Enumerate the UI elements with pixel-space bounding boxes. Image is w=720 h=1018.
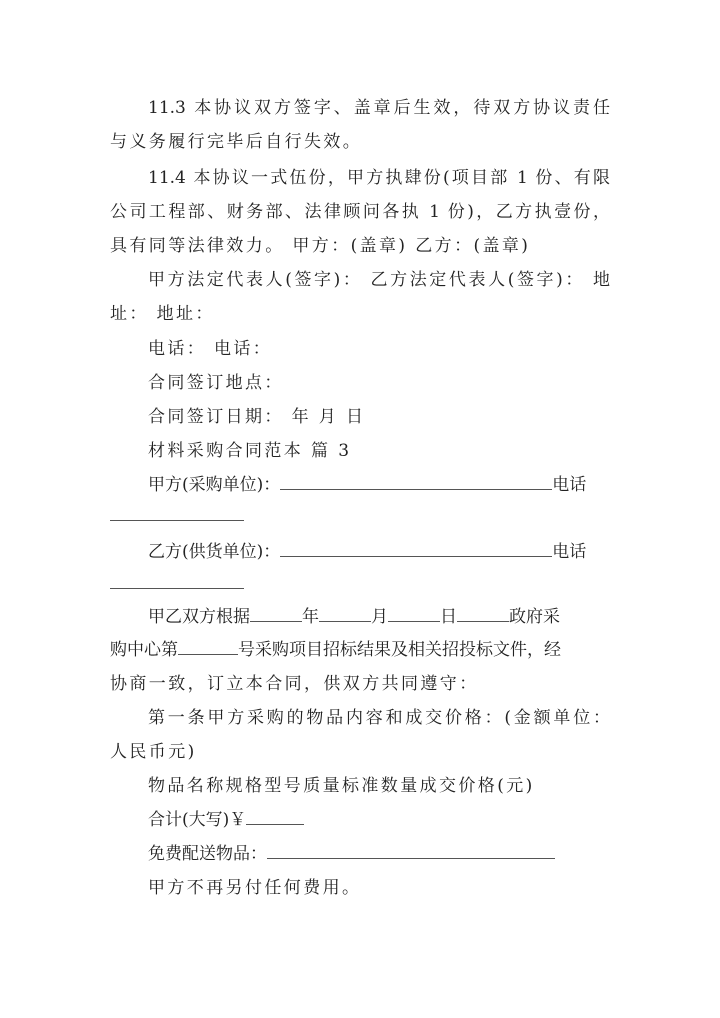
clause-11-4-line-1: 11.4 本协议一式伍份，甲方执肆份(项目部 1 份、有限: [148, 168, 610, 188]
party-a-phone-label: 电话: [552, 475, 587, 495]
month-label: 月: [371, 607, 388, 627]
total-blank: [246, 808, 304, 825]
intro-line-2: [110, 638, 610, 662]
year-blank: [250, 605, 302, 622]
free-delivery-blank: [267, 842, 555, 859]
legal-representatives-line: 甲方法定代表人(签字)： 乙方法定代表人(签字)： 地: [148, 270, 610, 290]
intro-text: 政府采: [509, 607, 560, 627]
party-a-label: 甲方(采购单位)：: [148, 475, 281, 495]
clause-11-4-line-3: 具有同等法律效力。 甲方：(盖章) 乙方：(盖章): [110, 236, 531, 256]
article-1-line-1: 第一条甲方采购的物品内容和成交价格：(金额单位：: [148, 708, 610, 728]
intro-text: 甲乙双方根据: [148, 607, 250, 627]
no-extra-fee-line: 甲方不再另付任何费用。: [148, 878, 362, 898]
month-blank: [319, 605, 371, 622]
total-label: 合计(大写)￥: [148, 810, 247, 830]
section-title: 材料采购合同范本 篇 3: [148, 441, 352, 461]
year-label: 年: [302, 607, 319, 627]
party-b-phone-label: 电话: [552, 542, 587, 562]
party-a-phone-blank: [110, 520, 244, 521]
party-b-label: 乙方(供货单位)：: [148, 542, 281, 562]
free-delivery-label: 免费配送物品：: [148, 844, 267, 864]
address-line: 址： 地址：: [110, 304, 215, 324]
article-1-line-2: 人民币元): [110, 742, 197, 762]
clause-11-4-line-2: 公司工程部、财务部、法律顾问各执 1 份)，乙方执壹份，: [110, 202, 610, 222]
intro-line-3: 协商一致，订立本合同，供双方共同遵守：: [110, 674, 479, 694]
signing-date-line: 合同签订日期： 年 月 日: [148, 407, 366, 427]
item-table-header: 物品名称规格型号质量标准数量成交价格(元): [148, 776, 535, 796]
clause-11-3-line-2: 与义务履行完毕后自行失效。: [110, 132, 363, 152]
intro-line-1: [148, 605, 610, 629]
party-b-row: [148, 540, 610, 564]
total-row: [148, 808, 304, 832]
phone-line: 电话： 电话：: [148, 339, 273, 359]
intro-text: 号采购项目招标结果及相关招投标文件，经: [238, 640, 561, 660]
day-blank: [388, 605, 440, 622]
day-label: 日: [440, 607, 457, 627]
intro-text: 购中心第: [110, 640, 178, 660]
free-delivery-row: [148, 842, 555, 866]
party-b-phone-blank: [110, 588, 244, 589]
party-a-row: [148, 473, 610, 497]
gov-blank: [457, 605, 509, 622]
signing-place-line: 合同签订地点：: [148, 373, 284, 393]
party-b-blank: [280, 540, 552, 557]
party-a-blank: [280, 473, 552, 490]
project-number-blank: [178, 638, 238, 655]
clause-11-3-line-1: 11.3 本协议双方签字、盖章后生效，待双方协议责任: [148, 98, 610, 118]
